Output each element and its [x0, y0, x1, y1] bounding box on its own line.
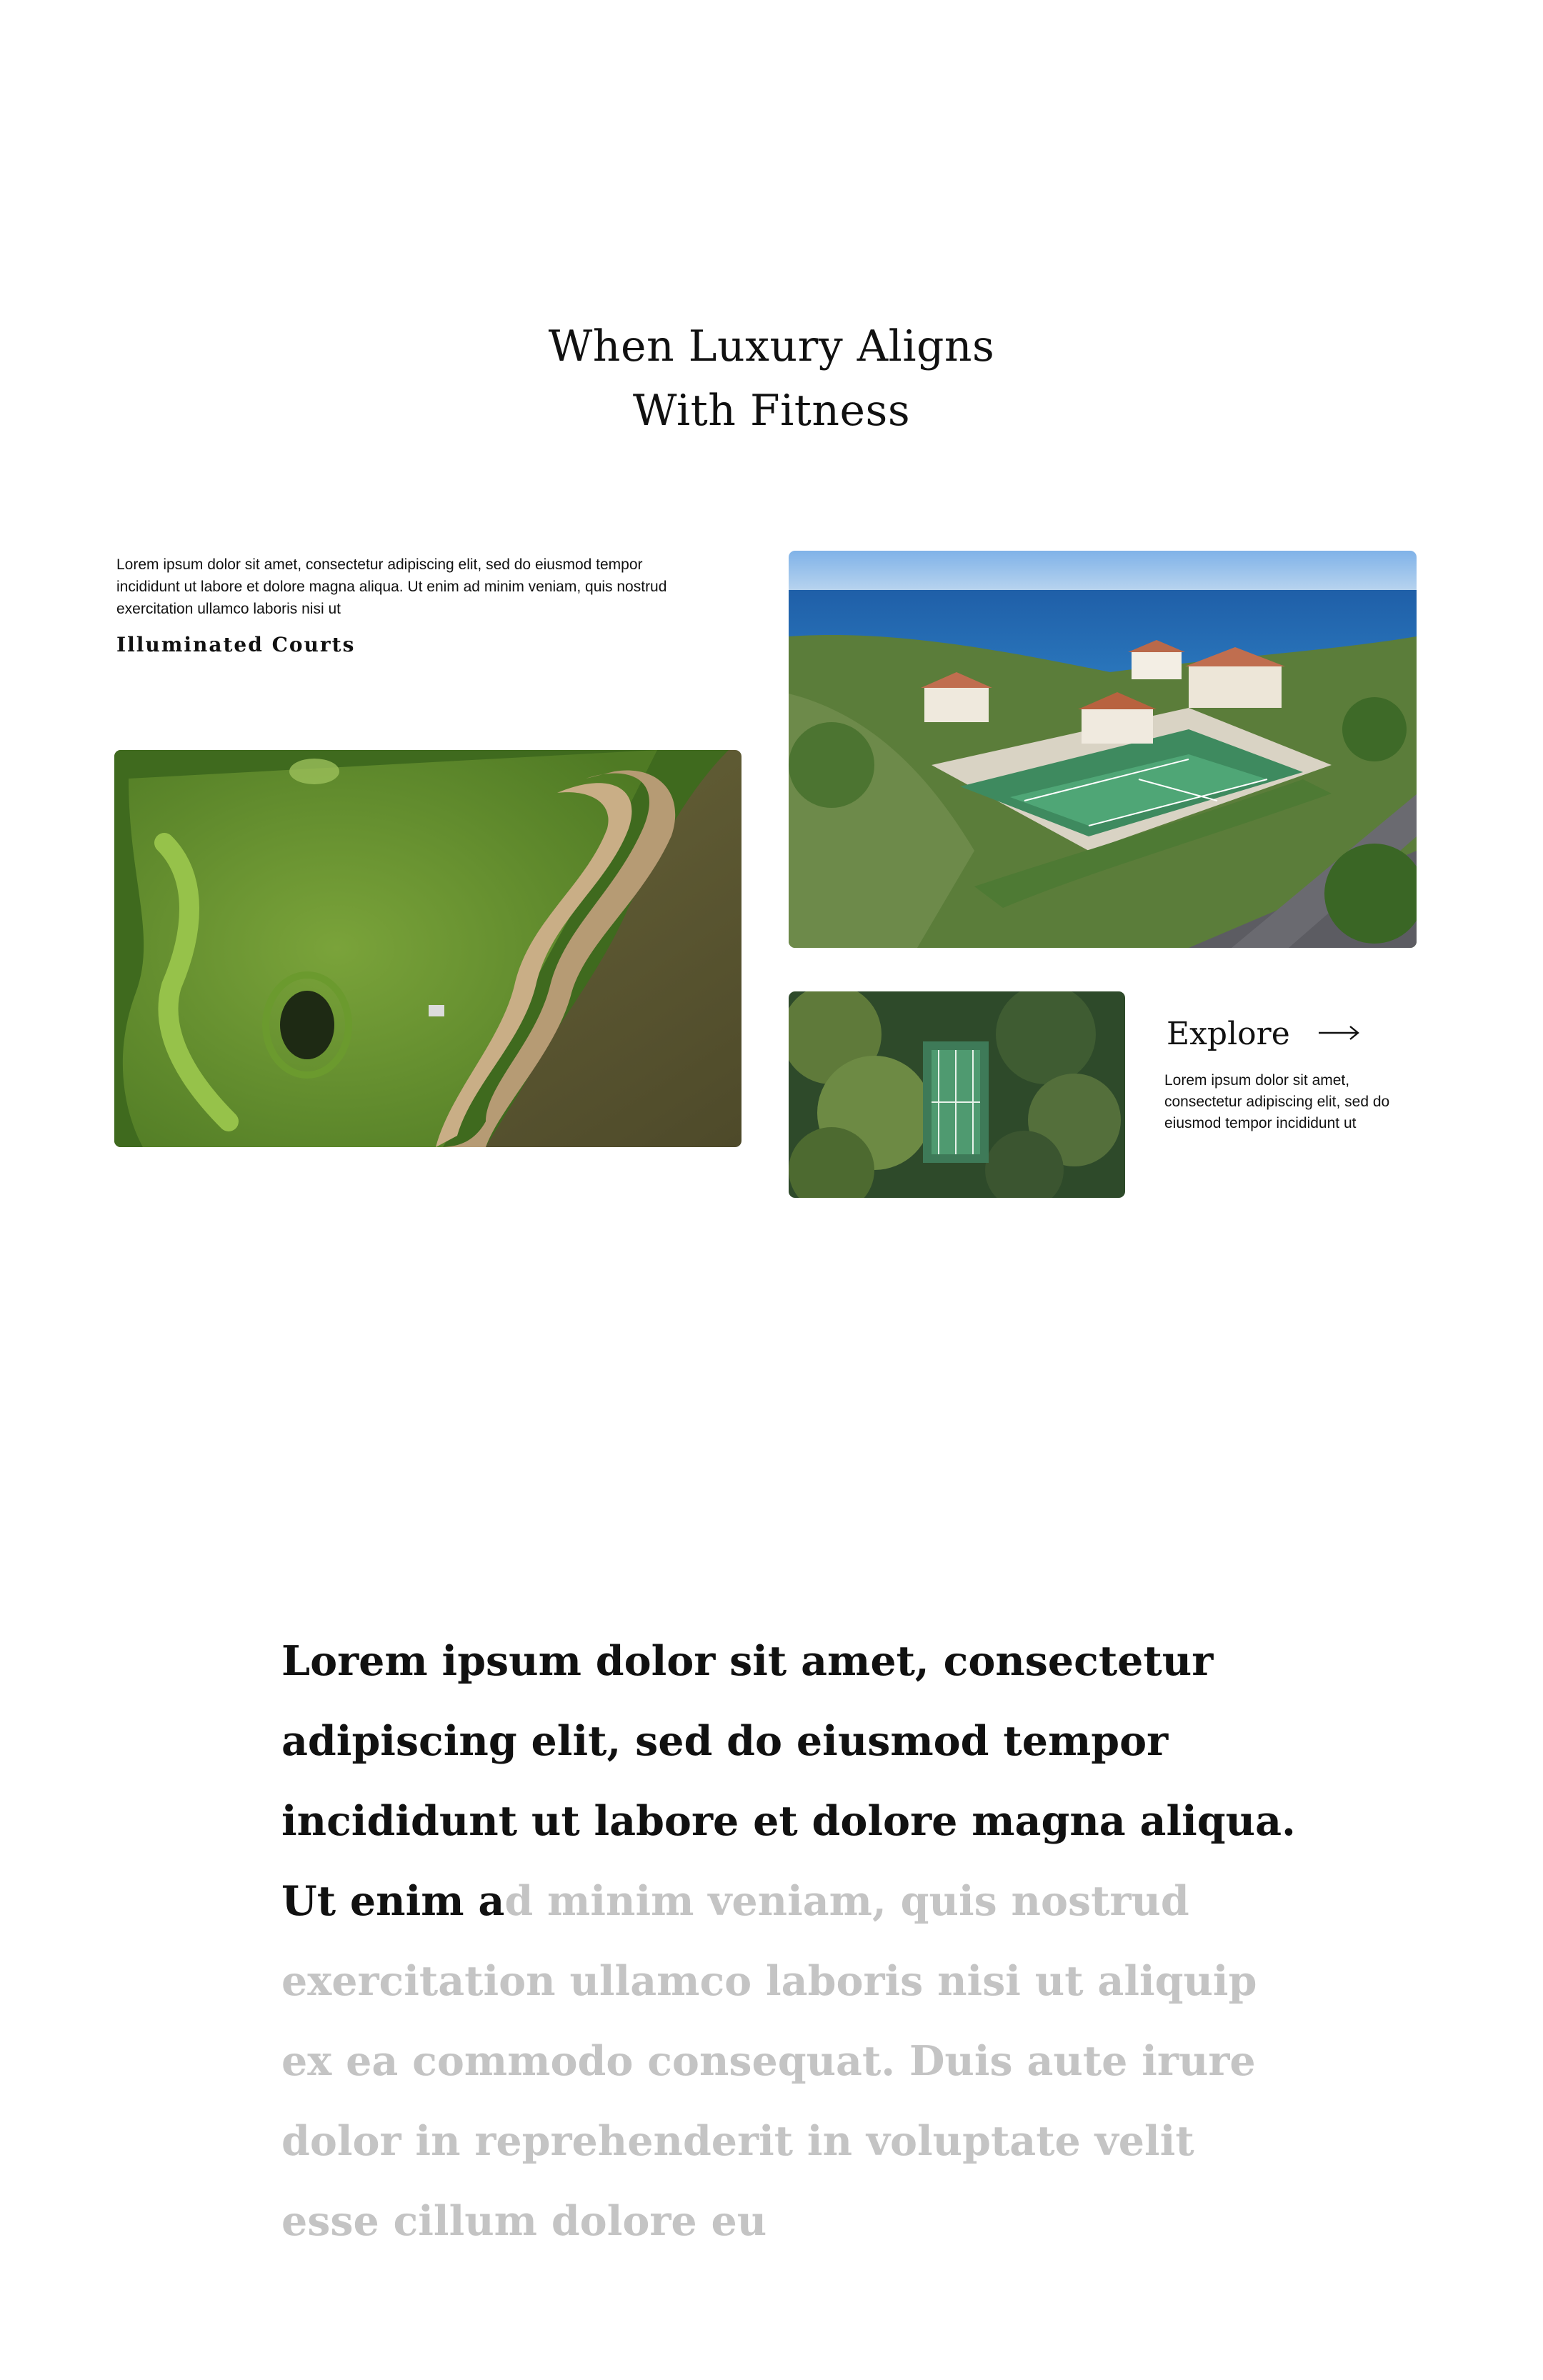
golf-course-aerial-image — [114, 750, 741, 1147]
section-headline — [0, 314, 1543, 443]
quote-highlighted-text: Lorem ipsum dolor sit amet, consectetur adipiscing elit, sed do eiusmod tempor incididunt ut labore et dolore magna aliqua. Ut enim a — [281, 1637, 1296, 1925]
headline-line-2: With Fitness — [632, 386, 911, 436]
explore-label: Explore — [1167, 1016, 1290, 1052]
arrow-right-icon — [1290, 1024, 1360, 1044]
explore-link[interactable] — [1167, 1014, 1360, 1054]
forest-tennis-court-image — [789, 991, 1125, 1198]
illuminated-courts-label: Illuminated Courts — [116, 633, 356, 656]
explore-description: Lorem ipsum dolor sit amet, consectetur adipiscing elit, sed do eiusmod tempor incididunt ut — [1164, 1072, 1390, 1131]
quote-faded-text: d minim veniam, quis nostrud exercitation ullamco laboris nisi ut aliquip ex ea commodo consequat. Duis aute irure dolor in reprehenderit in voluptate velit esse cillum dolore eu — [281, 1877, 1257, 2245]
intro-paragraph: Lorem ipsum dolor sit amet, consectetur adipiscing elit, sed do eiusmod tempor incididunt ut labore et dolore magna aliqua. Ut enim ad minim veniam, quis nostrud exercitation ullamco laboris nisi ut — [116, 556, 667, 617]
villa-tennis-court-image — [789, 551, 1417, 948]
headline-line-1: When Luxury Aligns — [548, 321, 995, 371]
feature-quote — [281, 1621, 1296, 2261]
